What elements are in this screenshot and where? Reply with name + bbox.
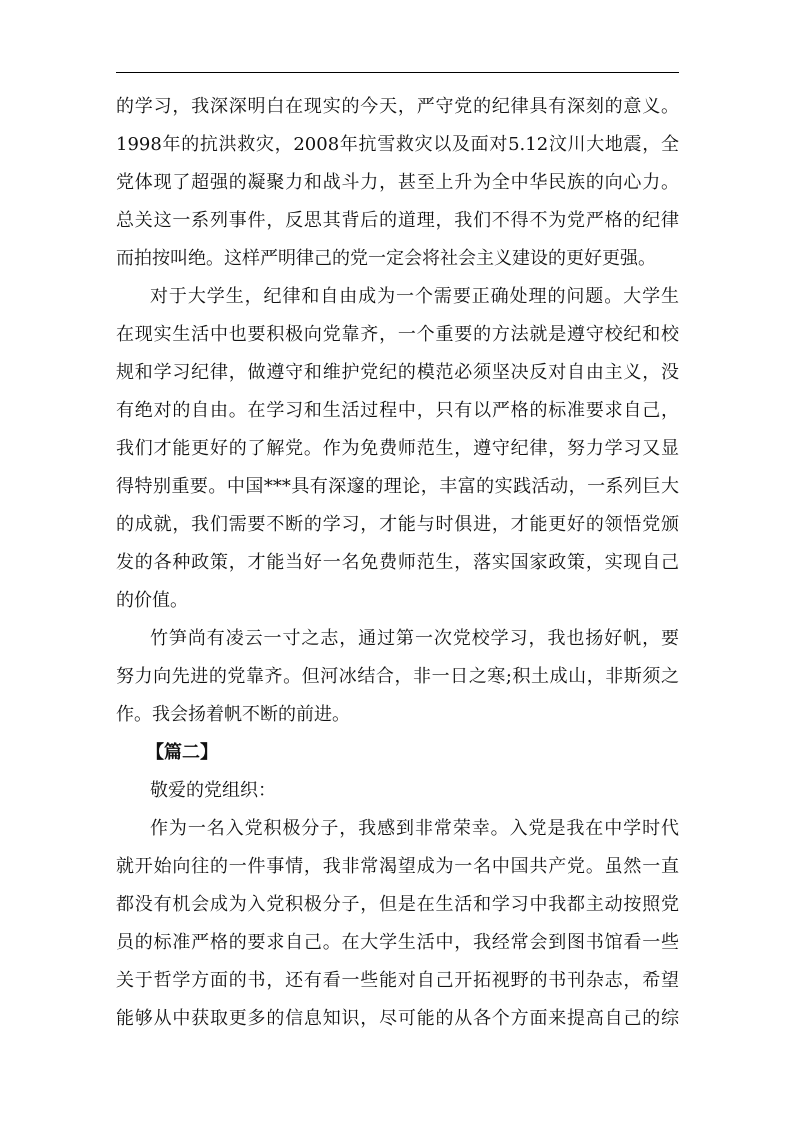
header-rule [116,72,679,73]
text-line: 得特别重要。中国***具有深邃的理论，丰富的实践活动，一系列巨大 [116,476,679,497]
salutation-text: 敬爱的党组织： [150,780,276,801]
section-heading-text: 【篇二】 [146,742,218,763]
section-heading [116,734,679,772]
text-line: 对于大学生，纪律和自由成为一个需要正确处理的问题。大学生 [150,286,679,307]
text-line: 作为一名入党积极分子，我感到非常荣幸。入党是我在中学时代 [150,818,679,839]
text-line: 我们才能更好的了解党。作为免费师范生，遵守纪律，努力学习又显 [116,438,679,459]
paragraph [116,810,679,1038]
text-line: 发的各种政策，才能当好一名免费师范生，落实国家政策，实现自己 [116,552,679,573]
text-line: 都没有机会成为入党积极分子，但是在生活和学习中我都主动按照党 [116,894,679,915]
text-line: 的价值。 [116,590,188,611]
text-line: 总关这一系列事件，反思其背后的道理，我们不得不为党严格的纪律 [116,210,679,231]
text-line: 努力向先进的党靠齐。但河冰结合，非一日之寒;积土成山，非斯须之 [116,666,679,687]
text-line: 能够从中获取更多的信息知识，尽可能的从各个方面来提高自己的综 [116,1008,679,1029]
paragraph [116,620,679,734]
text-line: 作。我会扬着帆不断的前进。 [116,704,350,725]
text-line: 规和学习纪律，做遵守和维护党纪的模范必须坚决反对自由主义，没 [116,362,679,383]
text-line: 在现实生活中也要积极向党靠齐，一个重要的方法就是遵守校纪和校 [116,324,679,345]
text-line: 的学习，我深深明白在现实的今天，严守党的纪律具有深刻的意义。 [116,96,679,117]
text-line: 有绝对的自由。在学习和生活过程中，只有以严格的标准要求自己， [116,400,679,421]
text-line: 1998年的抗洪救灾，2008年抗雪救灾以及面对5.12汶川大地震，全 [116,134,679,155]
text-line: 竹笋尚有凌云一寸之志，通过第一次党校学习，我也扬好帆，要 [150,628,679,649]
text-line: 员的标准严格的要求自己。在大学生活中，我经常会到图书馆看一些 [116,932,679,953]
text-line: 关于哲学方面的书，还有看一些能对自己开拓视野的书刊杂志，希望 [116,970,679,991]
salutation [116,772,679,810]
text-line: 而拍按叫绝。这样严明律己的党一定会将社会主义建设的更好更强。 [116,248,656,269]
text-line: 党体现了超强的凝聚力和战斗力，甚至上升为全中华民族的向心力。 [116,172,679,193]
text-line: 就开始向往的一件事情，我非常渴望成为一名中国共产党。虽然一直 [116,856,679,877]
document-body [116,88,679,1038]
paragraph [116,278,679,620]
paragraph [116,88,679,278]
text-line: 的成就，我们需要不断的学习，才能与时俱进，才能更好的领悟党颁 [116,514,679,535]
